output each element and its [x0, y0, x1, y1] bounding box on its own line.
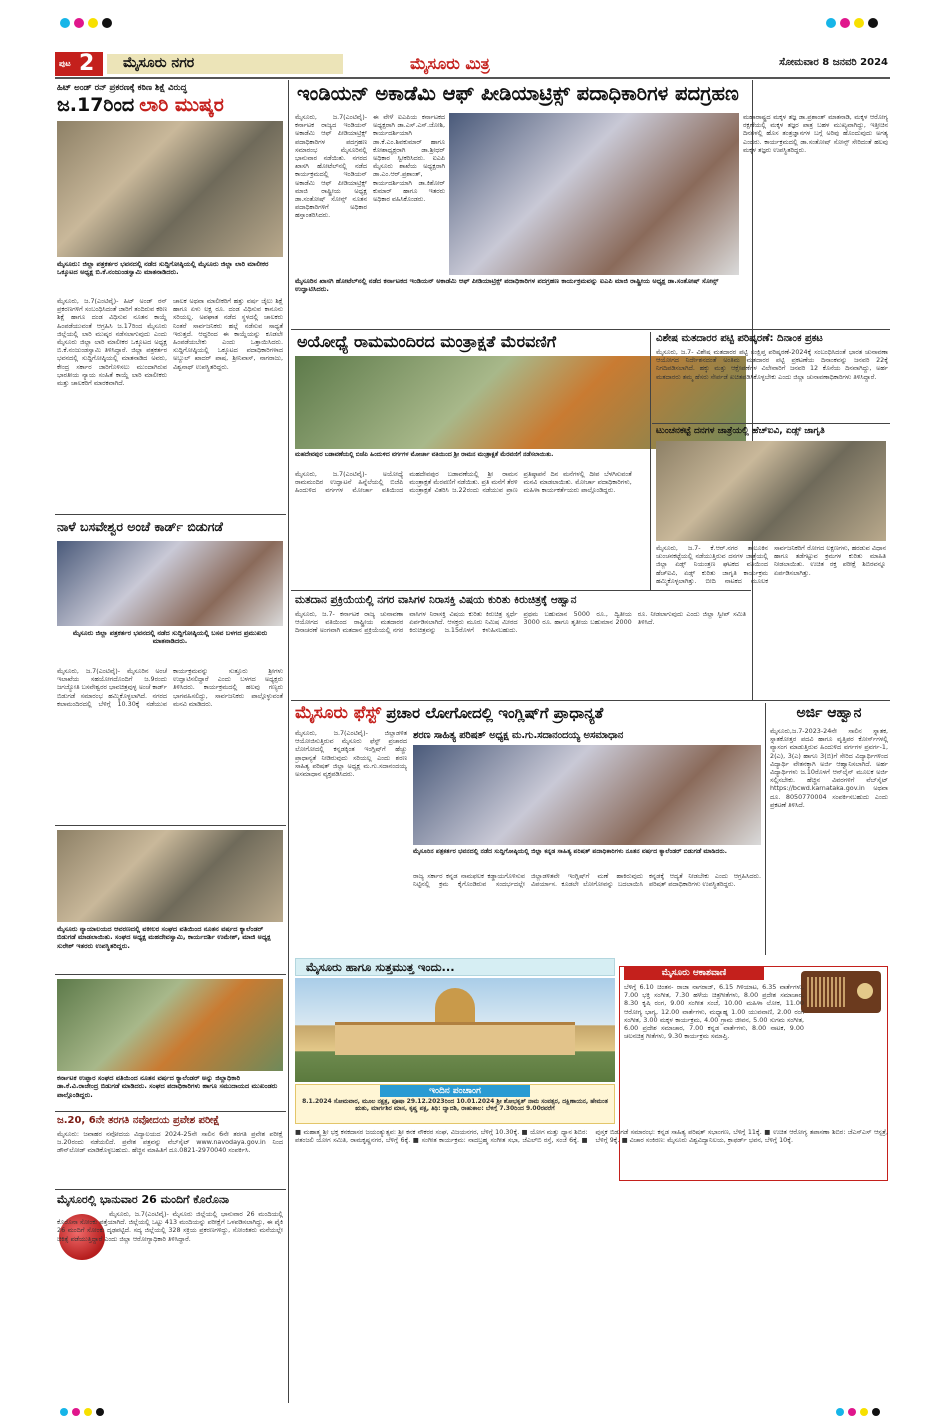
- article-lorry-strike: [55, 81, 285, 513]
- radio-title: ಮೈಸೂರು ಆಕಾಶವಾಣಿ: [624, 967, 764, 980]
- uppara-caption: ಕರ್ನಾಟಕ ಉಪ್ಪಾರ ಸಂಘದ ವತಿಯಿಂದ ನೂತನ ವರ್ಷದ ಕ್ಯಾಲೆಂಡರ್ ಅನ್ನು ಜಿಲ್ಲಾಧಿಕಾರಿ ಡಾ.ಕೆ.ವಿ.ರಾಜೇಂದ್ರ ಬಿಡುಗಡೆ ಮಾಡಿದರು. ಸಂಘದ ಪದಾಧಿಕಾರಿಗಳು ಹಾಗೂ ಸಮುದಾಯದ ಮುಖಂಡರು ಪಾಲ್ಗೊಂಡಿದ್ದರು.: [57, 1074, 278, 1099]
- registration-marks-top: [0, 0, 945, 45]
- panchanga-text: 8.1.2024 ಸೋಮವಾರ, ಮೂಲ ನಕ್ಷತ್ರ, ಪೂಷಾ 29.12.2023ರಿಂದ 10.01.2024 ಶ್ರೀ ಶೋಭಕೃತ್ ನಾಮ ಸಂವತ್ಸರ, ದಕ್ಷಿಣಾಯನ, ಹೇಮಂತ ಋತು, ಮಾರ್ಗಶಿರ ಮಾಸ, ಕೃಷ್ಣ ಪಕ್ಷ, ತಿಥಿ: ದ್ವಾದಶಿ, ರಾಹುಕಾಲ: ಬೆಳಿಗ್ಗೆ 7.30ರಿಂದ 9.00ರವರೆಗೆ: [302, 1098, 608, 1113]
- navodaya-bottom-rule: [55, 1189, 286, 1190]
- reg-dot-yellow: [88, 18, 98, 28]
- pediatrics-body-3: ಮಹಾರಾಷ್ಟ್ರದ ಮಕ್ಕಳ ತಜ್ಞ ಡಾ.ಪ್ರಶಾಂತ್ ಮಾತನಾಡಿ, ಮಕ್ಕಳ ಆರೋಗ್ಯ ರಕ್ಷಣೆಯಲ್ಲಿ ಮಕ್ಕಳ ತಜ್ಞರ ಪಾತ್ರ ಬಹಳ ಮುಖ್ಯವಾಗಿದ್ದು, ಇತ್ತೀಚಿನ ದಿನಗಳಲ್ಲಿ ಹೊಸ ತಂತ್ರಜ್ಞಾನಗಳ ಬಗ್ಗೆ ಅರಿವು ಹೊಂದುವುದು ಅಗತ್ಯ ಎಂದರು. ಕಾರ್ಯಕ್ರಮದಲ್ಲಿ ಡಾ.ಸಂತೋಷ್ ಸೋನ್ಸ್ ಸೇರಿದಂತೆ ಹಲವು ಮಕ್ಕಳ ತಜ್ಞರು ಉಪಸ್ಥಿತರಿದ್ದರು.: [743, 113, 888, 154]
- today-section: [291, 958, 890, 1404]
- reg-dot-magenta-right: [840, 18, 850, 28]
- fest-photo: [413, 745, 761, 845]
- pediatrics-caption: ಮೈಸೂರಿನ ಖಾಸಗಿ ಹೋಟೆಲ್‌ನಲ್ಲಿ ನಡೆದ ಕರ್ನಾಟಕದ ಇಂಡಿಯನ್ ಅಕಾಡೆಮಿ ಆಫ್ ಪೀಡಿಯಾಟ್ರಿಕ್ಸ್ ಪದಾಧಿಕಾರಿಗಳ ಪದಗ್ರಹಣ ಕಾರ್ಯಕ್ರಮವನ್ನು ಐಎಪಿ ಮಾಜಿ ರಾಷ್ಟ್ರೀಯ ಅಧ್ಯಕ್ಷ ಡಾ.ಸಂತೋಷ್ ಸೋನ್ಸ್ ಉದ್ಘಾಟಿಸಿದರು.: [295, 277, 719, 294]
- fest-caption: ಮೈಸೂರಿನ ಪತ್ರಕರ್ತರ ಭವನದಲ್ಲಿ ನಡೆದ ಸುದ್ದಿಗೋಷ್ಠಿಯಲ್ಲಿ ಜಿಲ್ಲಾ ಕನ್ನಡ ಸಾಹಿತ್ಯ ಪರಿಷತ್ ಪದಾಧಿಕಾರಿಗಳು ನೂತನ ವರ್ಷದ ಕ್ಯಾಲೆಂಡರ್ ಬಿಡುಗಡೆ ಮಾಡಿದರು.: [413, 848, 727, 855]
- ayodhya-headline: ಅಯೋಧ್ಯೆ ರಾಮಮಂದಿರದ ಮಂತ್ರಾಕ್ಷತೆ ಮೆರವಣಿಗೆ: [297, 332, 557, 351]
- page-number-box: [55, 52, 103, 76]
- lorry-photo: [57, 121, 283, 257]
- fest-body-1: ಮೈಸೂರು, ಜ.7(ಎಂಟಿವೈ)- ಜಿಲ್ಲಾಡಳಿತ ಆಯೋಜಿಸುತ್ತಿರುವ ಮೈಸೂರು ಫೆಸ್ಟ್ ಪ್ರಚಾರದ ಲೋಗೋದಲ್ಲಿ ಕನ್ನಡಕ್ಕಿಂತ ಇಂಗ್ಲಿಷ್‌ಗೆ ಹೆಚ್ಚು ಪ್ರಾಧಾನ್ಯತೆ ನೀಡಿರುವುದು ಸರಿಯಲ್ಲ ಎಂದು ಶರಣ ಸಾಹಿತ್ಯ ಪರಿಷತ್ ಜಿಲ್ಲಾ ಅಧ್ಯಕ್ಷ ಮ.ಗು.ಸದಾನಂದಯ್ಯ ಅಸಮಾಧಾನ ವ್ಯಕ್ತಪಡಿಸಿದರು.: [295, 729, 407, 779]
- today-banner-text: ಮೈಸೂರು ಹಾಗೂ ಸುತ್ತಮುತ್ತ ಇಂದು...: [306, 960, 455, 974]
- section-title: ಮೈಸೂರು ನಗರ: [123, 55, 195, 71]
- article-pediatrics: [291, 81, 890, 329]
- palace-image: [295, 978, 615, 1082]
- basava-caption: ಮೈಸೂರು ಜಿಲ್ಲಾ ಪತ್ರಕರ್ತರ ಭವನದಲ್ಲಿ ನಡೆದ ಸುದ್ದಿಗೋಷ್ಠಿಯಲ್ಲಿ ಬಸವ ಬಳಗದ ಪ್ರಮುಖರು ಮಾತನಾಡಿದರು.: [72, 629, 268, 646]
- advocates-photo: [57, 830, 283, 922]
- advocates-bottom-rule: [55, 974, 286, 975]
- covid-headline: ಮೈಸೂರಲ್ಲಿ ಭಾನುವಾರ 26 ಮಂದಿಗೆ ಕೊರೊನಾ: [57, 1193, 229, 1206]
- reg-dot-bottom-cyan: [60, 1408, 68, 1416]
- fest-subhead: ಶರಣ ಸಾಹಿತ್ಯ ಪರಿಷತ್ ಅಧ್ಯಕ್ಷ ಮ.ಗು.ಸದಾನಂದಯ್ಯ ಅಸಮಾಧಾನ: [413, 730, 624, 741]
- pediatrics-body-1: ಮೈಸೂರು, ಜ.7(ಎಂಟಿವೈ)- ಕರ್ನಾಟಕ ರಾಜ್ಯದ ಇಂಡಿಯನ್ ಅಕಾಡೆಮಿ ಆಫ್ ಪೀಡಿಯಾಟ್ರಿಕ್ಸ್ ಪದಾಧಿಕಾರಿಗಳ ಪದಗ್ರಹಣ ಸಮಾರಂಭ ಮೈಸೂರಿನಲ್ಲಿ ಭಾನುವಾರ ನಡೆಯಿತು. ನಗರದ ಖಾಸಗಿ ಹೋಟೆಲ್‌ನಲ್ಲಿ ನಡೆದ ಕಾರ್ಯಕ್ರಮದಲ್ಲಿ ಇಂಡಿಯನ್ ಅಕಾಡೆಮಿ ಆಫ್ ಪೀಡಿಯಾಟ್ರಿಕ್ಸ್ ಮಾಜಿ ರಾಷ್ಟ್ರೀಯ ಅಧ್ಯಕ್ಷ ಡಾ.ಸಂತೋಷ್ ಸೋನ್ಸ್ ನೂತನ ಪದಾಧಿಕಾರಿಗಳಿಗೆ ಅಧಿಕಾರ ಹಸ್ತಾಂತರಿಸಿದರು.: [295, 113, 367, 220]
- navodaya-headline: ಜ.20, 6ನೇ ತರಗತಿ ನವೋದಯ ಪ್ರವೇಶ ಪರೀಕ್ಷೆ: [57, 1115, 220, 1126]
- today-events: ■ ಮಹಾತ್ಮ ಶ್ರೀ ಭಕ್ತ ಕನಕದಾಸರ ಜಯಂತ್ಯುತ್ಸವ: ಶ್ರೀ ಕನಕ ನೌಕರರ ಸಂಘ, ವಿಜಯನಗರ, ಬೆಳಿಗ್ಗೆ 10.30ಕ್ಕೆ. ■ ಯೋಗ ಮತ್ತು ಧ್ಯಾನ ಶಿಬಿರ: ಪತಂಜಲಿ ಯೋಗ ಸಮಿತಿ, ರಾಮಕೃಷ್ಣನಗರ, ಬೆಳಿಗ್ಗೆ 6ಕ್ಕೆ. ■ ಸಂಗೀತ ಕಾರ್ಯಕ್ರಮ: ನಾದಬ್ರಹ್ಮ ಸಂಗೀತ ಸಭಾ, ಜೆಎಲ್‌ಬಿ ರಸ್ತೆ, ಸಂಜೆ 6ಕ್ಕೆ. ■ ಪುಸ್ತಕ ಬಿಡುಗಡೆ ಸಮಾರಂಭ: ಕನ್ನಡ ಸಾಹಿತ್ಯ ಪರಿಷತ್ ಸಭಾಂಗಣ, ಬೆಳಿಗ್ಗೆ 11ಕ್ಕೆ. ■ ಉಚಿತ ಆರೋಗ್ಯ ತಪಾಸಣಾ ಶಿಬಿರ: ಜೆಎಸ್‌ಎಸ್ ಆಸ್ಪತ್ರೆ, ಬೆಳಿಗ್ಗೆ 9ಕ್ಕೆ. ■ ವಿಚಾರ ಸಂಕಿರಣ: ಮೈಸೂರು ವಿಶ್ವವಿದ್ಯಾನಿಲಯ, ಕ್ರಾಫರ್ಡ್ ಭವನ, ಬೆಳಿಗ್ಗೆ 10ಕ್ಕೆ.: [295, 1128, 888, 1145]
- pediatrics-bottom-rule: [291, 329, 890, 330]
- uppara-photo: [57, 979, 283, 1071]
- ayodhya-body: ಮೈಸೂರು, ಜ.7(ಎಂಟಿವೈ)- ಅಯೋಧ್ಯೆ ರಾಮಮಂದಿರ ಉದ್ಘಾಟನೆ ಹಿನ್ನೆಲೆಯಲ್ಲಿ ಬಿಜೆಪಿ ಹಿಂದುಳಿದ ವರ್ಗಗಳ ಮೋರ್ಚಾ ವತಿಯಿಂದ ಮಹದೇವಪುರ ಬಡಾವಣೆಯಲ್ಲಿ ಶ್ರೀ ರಾಮನ ಮಂತ್ರಾಕ್ಷತೆ ಮೆರವಣಿಗೆ ನಡೆಯಿತು. ಪ್ರತಿ ಮನೆಗೆ ತೆರಳಿ ಮಂತ್ರಾಕ್ಷತೆ ವಿತರಿಸಿ ಜ.22ರಂದು ನಡೆಯುವ ಪ್ರಾಣ ಪ್ರತಿಷ್ಠಾಪನೆ ದಿನ ಮನೆಗಳಲ್ಲಿ ದೀಪ ಬೆಳಗಿಸುವಂತೆ ಮನವಿ ಮಾಡಲಾಯಿತು. ಮೋರ್ಚಾ ಪದಾಧಿಕಾರಿಗಳು, ಮಹಿಳಾ ಕಾರ್ಯಕರ್ತೆಯರು ಪಾಲ್ಗೊಂಡಿದ್ದರು.: [295, 470, 632, 495]
- lorry-kicker: ಹಿಟ್ ಅಂಡ್ ರನ್ ಪ್ರಕರಣಕ್ಕೆ ಕಠಿಣ ಶಿಕ್ಷೆ ವಿರುದ್ಧ: [57, 83, 187, 93]
- basava-body: ಮೈಸೂರು, ಜ.7(ಎಂಟಿವೈ)- ಮೈಸೂರಿನ ಅಂಚೆ ಇಲಾಖೆಯ ಸಹಯೋಗದೊಂದಿಗೆ ಜ.9ರಂದು ಜಗಜ್ಯೋತಿ ಬಸವೇಶ್ವರರ ಭಾವಚಿತ್ರವುಳ್ಳ ಅಂಚೆ ಕಾರ್ಡ್ ಬಿಡುಗಡೆ ಸಮಾರಂಭ ಹಮ್ಮಿಕೊಳ್ಳಲಾಗಿದೆ. ನಗರದ ಕಲಾಮಂದಿರದಲ್ಲಿ ಬೆಳಿಗ್ಗೆ 10.30ಕ್ಕೆ ನಡೆಯುವ ಕಾರ್ಯಕ್ರಮವನ್ನು ಸುತ್ತೂರು ಶ್ರೀಗಳು ಉದ್ಘಾಟಿಸಲಿದ್ದಾರೆ ಎಂದು ಬಳಗದ ಅಧ್ಯಕ್ಷರು ತಿಳಿಸಿದರು. ಕಾರ್ಯಕ್ರಮದಲ್ಲಿ ಹಲವು ಗಣ್ಯರು ಭಾಗವಹಿಸಲಿದ್ದು, ಸಾರ್ವಜನಿಕರು ಪಾಲ್ಗೊಳ್ಳುವಂತೆ ಮನವಿ ಮಾಡಿದರು.: [57, 667, 283, 708]
- fest-right-rule: [765, 703, 766, 955]
- hiv-photo: [656, 441, 886, 541]
- fest-headline-name: ಮೈಸೂರು ಫೆಸ್ಟ್: [295, 703, 382, 723]
- reg-dot-cyan: [60, 18, 70, 28]
- masthead: [55, 52, 890, 76]
- radio-icon: [801, 971, 881, 1013]
- ayodhya-caption: ಮಹದೇವಪುರ ಬಡಾವಣೆಯಲ್ಲಿ ಬಿಜೆಪಿ ಹಿಂದುಳಿದ ವರ್ಗಗಳ ಮೋರ್ಚಾ ವತಿಯಿಂದ ಶ್ರೀ ರಾಮನ ಮಂತ್ರಾಕ್ಷತೆ ಮೆರವಣಿಗೆ ನಡೆಸಲಾಯಿತು.: [295, 451, 554, 458]
- article-covid: [55, 1192, 285, 1404]
- today-banner: [295, 958, 615, 976]
- registration-marks-bottom: [0, 1406, 945, 1424]
- basava-bottom-rule: [55, 825, 286, 826]
- lorry-body-2: ಚಾಲಕ ಅಥವಾ ಮಾಲೀಕರಿಗೆ ಹತ್ತು ವರ್ಷ ಜೈಲು ಶಿಕ್ಷೆ ಹಾಗೂ ಏಳು ಲಕ್ಷ ರೂ. ದಂಡ ವಿಧಿಸುವ ಕಾನೂನು ಸರಿಯಲ್ಲ. ಅಪಘಾತ ನಡೆದ ಸ್ಥಳದಲ್ಲಿ ಚಾಲಕರು ನಿಂತರೆ ಸಾರ್ವಜನಿಕರು ಹಲ್ಲೆ ನಡೆಸುವ ಸಾಧ್ಯತೆ ಇರುತ್ತದೆ. ಆದ್ದರಿಂದ ಈ ಕಾಯ್ದೆಯನ್ನು ಕೂಡಲೇ ಹಿಂಪಡೆಯಬೇಕು ಎಂದು ಒತ್ತಾಯಿಸಿದರು. ಸುದ್ದಿಗೋಷ್ಠಿಯಲ್ಲಿ ಒಕ್ಕೂಟದ ಪದಾಧಿಕಾರಿಗಳಾದ ಅಬ್ದುಲ್ ಖಾದರ್ ಪಾಷ, ಶ್ರೀನಿವಾಸ್, ನಾಗರಾಜು, ವಿಶ್ವನಾಥ್ ಉಪಸ್ಥಿತರಿದ್ದರು.: [173, 297, 283, 371]
- fest-headline: [295, 703, 603, 723]
- lorry-body-1: ಮೈಸೂರು, ಜ.7(ಎಂಟಿವೈ)- ಹಿಟ್ ಅಂಡ್ ರನ್ ಪ್ರಕರಣಗಳಿಗೆ ಸಂಬಂಧಿಸಿದಂತೆ ಜಾರಿಗೆ ತಂದಿರುವ ಕಠಿಣ ಶಿಕ್ಷೆ ಹಾಗೂ ದಂಡ ವಿಧಿಸುವ ನೂತನ ಕಾಯ್ದೆ ಹಿಂಪಡೆಯುವಂತೆ ಆಗ್ರಹಿಸಿ ಜ.17ರಿಂದ ಮೈಸೂರು ಜಿಲ್ಲೆಯಲ್ಲಿ ಲಾರಿ ಮುಷ್ಕರ ನಡೆಸಲಾಗುವುದು ಎಂದು ಮೈಸೂರು ಜಿಲ್ಲಾ ಲಾರಿ ಮಾಲೀಕರ ಒಕ್ಕೂಟದ ಅಧ್ಯಕ್ಷ ಬಿ.ಕೆ.ನಂಜುಂಡಸ್ವಾಮಿ ತಿಳಿಸಿದ್ದಾರೆ. ಜಿಲ್ಲಾ ಪತ್ರಕರ್ತರ ಭವನದಲ್ಲಿ ಸುದ್ದಿಗೋಷ್ಠಿಯಲ್ಲಿ ಮಾತನಾಡಿದ ಅವರು, ಕೇಂದ್ರ ಸರ್ಕಾರ ಜಾರಿಗೊಳಿಸಲು ಮುಂದಾಗಿರುವ ಭಾರತೀಯ ನ್ಯಾಯ ಸಂಹಿತೆ ಕಾಯ್ದೆ ಲಾರಿ ಮಾಲೀಕರು ಮತ್ತು ಚಾಲಕರಿಗೆ ಮಾರಕವಾಗಿದೆ.: [57, 297, 167, 388]
- page-label: ಪುಟ: [59, 59, 71, 68]
- pediatrics-headline: ಇಂಡಿಯನ್ ಅಕಾಡೆಮಿ ಆಫ್ ಪೀಡಿಯಾಟ್ರಿಕ್ಸ್ ಪದಾಧಿಕಾರಿಗಳ ಪದಗ್ರಹಣ: [297, 82, 739, 105]
- article-scholarship-apply: [768, 703, 890, 955]
- masthead-rule: [55, 77, 890, 79]
- article-uppara-calendar: [55, 977, 285, 1109]
- shortfilm-headline: ಮತದಾನ ಪ್ರಕ್ರಿಯೆಯಲ್ಲಿ ನಗರ ವಾಸಿಗಳ ನಿರಾಸಕ್ತಿ ವಿಷಯ ಕುರಿತು ಕಿರುಚಿತ್ರಕ್ಕೆ ಆಹ್ವಾನ: [295, 594, 577, 606]
- reg-dot-magenta: [74, 18, 84, 28]
- hiv-headline: ಟುಂಚನಕಟ್ಟೆ ದನಗಳ ಜಾತ್ರೆಯಲ್ಲಿ ಹೆಚ್‌ಐವಿ, ಏಡ್ಸ್ ಜಾಗೃತಿ: [656, 426, 825, 436]
- fest-headline-rest: ಪ್ರಚಾರ ಲೋಗೋದಲ್ಲಿ ಇಂಗ್ಲಿಷ್‌ಗೆ ಪ್ರಾಧಾನ್ಯತೆ: [386, 704, 604, 722]
- voter-left-rule: [650, 332, 651, 590]
- column-divider-left: [288, 80, 289, 1403]
- reg-dot-bottom-magenta-right: [848, 1408, 856, 1416]
- advocates-caption: ಮೈಸೂರು ನ್ಯಾಯಾಲಯದ ಆವರಣದಲ್ಲಿ ವಕೀಲರ ಸಂಘದ ವತಿಯಿಂದ ನೂತನ ವರ್ಷದ ಕ್ಯಾಲೆಂಡರ್ ಬಿಡುಗಡೆ ಮಾಡಲಾಯಿತು. ಸಂಘದ ಅಧ್ಯಕ್ಷ ಮಹದೇವಸ್ವಾಮಿ, ಕಾರ್ಯದರ್ಶಿ ಉಮೇಶ್, ಮಾಜಿ ಅಧ್ಯಕ್ಷ ಸುರೇಶ್ ಇತರರು ಉಪಸ್ಥಿತರಿದ್ದರು.: [57, 925, 271, 950]
- shortfilm-body: ಮೈಸೂರು, ಜ.7- ಕರ್ನಾಟಕ ರಾಜ್ಯ ಚುನಾವಣಾ ಆಯೋಗದ ವತಿಯಿಂದ ರಾಷ್ಟ್ರೀಯ ಮತದಾರರ ದಿನಾಚರಣೆ ಅಂಗವಾಗಿ ಮತದಾನ ಪ್ರಕ್ರಿಯೆಯಲ್ಲಿ ನಗರ ವಾಸಿಗಳ ನಿರಾಸಕ್ತಿ ವಿಷಯ ಕುರಿತು ಕಿರುಚಿತ್ರ ಸ್ಪರ್ಧೆ ಏರ್ಪಡಿಸಲಾಗಿದೆ. ಆಸಕ್ತರು ಮೂರು ನಿಮಿಷ ಮೀರದ ಕಿರುಚಿತ್ರವನ್ನು ಜ.15ರೊಳಗೆ ಕಳುಹಿಸಬಹುದು. ಪ್ರಥಮ ಬಹುಮಾನ 5000 ರೂ., ದ್ವಿತೀಯ 3000 ರೂ. ಹಾಗೂ ತೃತೀಯ ಬಹುಮಾನ 2000 ರೂ. ನೀಡಲಾಗುವುದು ಎಂದು ಜಿಲ್ಲಾ ಸ್ವೀಪ್ ಸಮಿತಿ ತಿಳಿಸಿದೆ.: [295, 610, 746, 635]
- reg-dot-bottom-yellow-right: [860, 1408, 868, 1416]
- article-basava-postcard: [55, 517, 285, 823]
- section-bar: [107, 54, 343, 74]
- reg-dot-black-right: [868, 18, 878, 28]
- covid-body: ಮೈಸೂರು, ಜ.7(ಎಂಟಿವೈ)- ಮೈಸೂರು ಜಿಲ್ಲೆಯಲ್ಲಿ ಭಾನುವಾರ 26 ಮಂದಿಯಲ್ಲಿ ಕೊರೊನಾ ಸೋಂಕು ಪತ್ತೆಯಾಗಿದೆ. ಜಿಲ್ಲೆಯಲ್ಲಿ ಒಟ್ಟು 413 ಮಂದಿಯನ್ನು ಪರೀಕ್ಷೆಗೆ ಒಳಪಡಿಸಲಾಗಿದ್ದು, ಈ ಪೈಕಿ 26 ಮಂದಿಗೆ ಸೋಂಕು ದೃಢಪಟ್ಟಿದೆ. ಸದ್ಯ ಜಿಲ್ಲೆಯಲ್ಲಿ 328 ಸಕ್ರಿಯ ಪ್ರಕರಣಗಳಿದ್ದು, ಸೋಂಕಿತರು ಮನೆಯಲ್ಲೇ ಚಿಕಿತ್ಸೆ ಪಡೆಯುತ್ತಿದ್ದಾರೆ ಎಂದು ಜಿಲ್ಲಾ ಆರೋಗ್ಯಾಧಿಕಾರಿ ತಿಳಿಸಿದ್ದಾರೆ.: [57, 1210, 283, 1243]
- basava-photo: [57, 541, 283, 626]
- reg-dot-bottom-black-right: [872, 1408, 880, 1416]
- voter-body: ಮೈಸೂರು, ಜ.7- ವಿಶೇಷ ಮತದಾರರ ಪಟ್ಟಿ ಸಂಕ್ಷಿಪ್ತ ಪರಿಷ್ಕರಣೆ-2024ಕ್ಕೆ ಸಂಬಂಧಿಸಿದಂತೆ ಭಾರತ ಚುನಾವಣಾ ಆಯೋಗದ ನಿರ್ದೇಶನದಂತೆ ಅಂತಿಮ ಮತದಾರರ ಪಟ್ಟಿ ಪ್ರಕಟಣೆಯ ದಿನಾಂಕವನ್ನು ಜನವರಿ 22ಕ್ಕೆ ನಿಗದಿಪಡಿಸಲಾಗಿದೆ. ಹಕ್ಕು ಮತ್ತು ಆಕ್ಷೇಪಣೆಗಳ ವಿಲೇವಾರಿಗೆ ಜನವರಿ 12 ಕೊನೆಯ ದಿನವಾಗಿದ್ದು, ಅರ್ಹ ಮತದಾರರು ತಮ್ಮ ಹೆಸರು ಸೇರ್ಪಡೆ ಖಚಿತಪಡಿಸಿಕೊಳ್ಳಬೇಕು ಎಂದು ಜಿಲ್ಲಾ ಚುನಾವಣಾಧಿಕಾರಿಗಳು ತಿಳಿಸಿದ್ದಾರೆ.: [656, 348, 888, 381]
- shortfilm-bottom-rule: [291, 700, 890, 701]
- apply-body: ಮೈಸೂರು,ಜ.7-2023-24ನೇ ಸಾಲಿನ ಸ್ನಾತಕ, ಸ್ನಾತಕೋತ್ತರ ಪದವಿ ಹಾಗೂ ವೃತ್ತಿಪರ ಕೋರ್ಸ್‌ಗಳಲ್ಲಿ ವ್ಯಾಸಂಗ ಮಾಡುತ್ತಿರುವ ಹಿಂದುಳಿದ ವರ್ಗಗಳ ಪ್ರವರ್ಗ-1, 2(ಎ), 3(ಎ) ಹಾಗೂ 3(ಬಿ)ಗೆ ಸೇರಿದ ವಿದ್ಯಾರ್ಥಿಗಳಿಂದ ವಿದ್ಯಾರ್ಥಿ ವೇತನಕ್ಕಾಗಿ ಅರ್ಜಿ ಆಹ್ವಾನಿಸಲಾಗಿದೆ. ಅರ್ಹ ವಿದ್ಯಾರ್ಥಿಗಳು ಜ.10ರೊಳಗೆ ಆನ್‌ಲೈನ್ ಮೂಲಕ ಅರ್ಜಿ ಸಲ್ಲಿಸಬೇಕು. ಹೆಚ್ಚಿನ ವಿವರಗಳಿಗೆ ವೆಬ್‌ಸೈಟ್ https://bcwd.karnataka.gov.in ಅಥವಾ ದೂ. 8050770004 ಸಂಪರ್ಕಿಸಬಹುದು ಎಂದು ಪ್ರಕಟಣೆ ತಿಳಿಸಿದೆ.: [770, 727, 888, 809]
- voter-bottom-rule: [652, 423, 890, 424]
- reg-dot-bottom-magenta: [72, 1408, 80, 1416]
- article-voter-revision: [652, 332, 890, 422]
- lorry-headline: [57, 94, 224, 116]
- reg-dot-bottom-cyan-right: [836, 1408, 844, 1416]
- lorry-headline-strike: ಲಾರಿ ಮುಷ್ಕರ: [139, 94, 224, 116]
- article-navodaya: [55, 1114, 285, 1188]
- radio-dial: [857, 983, 873, 999]
- article-hiv-awareness: [652, 425, 890, 699]
- reg-dot-yellow-right: [854, 18, 864, 28]
- voter-headline: ವಿಶೇಷ ಮತದಾರರ ಪಟ್ಟಿ ಪರಿಷ್ಕರಣೆ: ದಿನಾಂಕ ಪ್ರಕಟ: [656, 333, 823, 344]
- lorry-bottom-rule: [55, 514, 286, 515]
- article-mysuru-fest: [291, 703, 763, 955]
- issue-date: ಸೋಮವಾರ 8 ಜನವರಿ 2024: [779, 57, 888, 68]
- apply-headline: ಅರ್ಜಿ ಆಹ್ವಾನ: [796, 705, 862, 721]
- page-number: 2: [79, 52, 95, 76]
- panchanga-title: ಇಂದಿನ ಪಂಚಾಂಗ: [380, 1085, 530, 1097]
- pediatrics-body-2: ಈ ವೇಳೆ ಐಎಪಿಯ ಕರ್ನಾಟಕದ ಅಧ್ಯಕ್ಷರಾಗಿ ಡಾ.ಎಸ್.ಎಸ್.ಜೋಶಿ, ಕಾರ್ಯದರ್ಶಿಯಾಗಿ ಡಾ.ಕೆ.ಎಂ.ಶಿವಕುಮಾರ್ ಹಾಗೂ ಕೋಶಾಧ್ಯಕ್ಷರಾಗಿ ಡಾ.ಶ್ರೀಧರ್ ಅಧಿಕಾರ ಸ್ವೀಕರಿಸಿದರು. ಐಎಪಿ ಮೈಸೂರು ಶಾಖೆಯ ಅಧ್ಯಕ್ಷರಾಗಿ ಡಾ.ಎಂ.ಆರ್.ಪ್ರಶಾಂತ್, ಕಾರ್ಯದರ್ಶಿಯಾಗಿ ಡಾ.ಕಿಶೋರ್ ಕುಮಾರ್ ಹಾಗೂ ಇತರರು ಅಧಿಕಾರ ವಹಿಸಿಕೊಂಡರು.: [373, 113, 445, 204]
- lorry-caption: ಮೈಸೂರು: ಜಿಲ್ಲಾ ಪತ್ರಕರ್ತರ ಭವನದಲ್ಲಿ ನಡೆದ ಸುದ್ದಿಗೋಷ್ಠಿಯಲ್ಲಿ ಮೈಸೂರು ಜಿಲ್ಲಾ ಲಾರಿ ಮಾಲೀಕರ ಒಕ್ಕೂಟದ ಅಧ್ಯಕ್ಷ ಬಿ.ಕೆ.ನಂಜುಂಡಸ್ವಾಮಿ ಮಾತನಾಡಿದರು.: [57, 260, 269, 277]
- lorry-headline-date: ಜ.17ರಿಂದ: [57, 94, 135, 116]
- fest-body-2: ರಾಜ್ಯ ಸರ್ಕಾರ ಕನ್ನಡ ನಾಮಫಲಕ ಕಡ್ಡಾಯಗೊಳಿಸುವ ನಿಟ್ಟಿನಲ್ಲಿ ಕ್ರಮ ಕೈಗೊಂಡಿರುವ ಸಂದರ್ಭದಲ್ಲೇ ಜಿಲ್ಲಾಡಳಿತವೇ ಇಂಗ್ಲಿಷ್‌ಗೆ ಮಣೆ ಹಾಕಿರುವುದು ವಿಪರ್ಯಾಸ. ಕೂಡಲೇ ಲೋಗೋವನ್ನು ಬದಲಾಯಿಸಿ ಕನ್ನಡಕ್ಕೆ ಆದ್ಯತೆ ನೀಡಬೇಕು ಎಂದು ಆಗ್ರಹಿಸಿದರು. ಪರಿಷತ್ ಪದಾಧಿಕಾರಿಗಳು ಉಪಸ್ಥಿತರಿದ್ದರು.: [413, 872, 761, 889]
- radio-text: ಬೆಳಿಗ್ಗೆ 6.10 ಚಿಂತನ- ರಾಜಾ ನಾಗರಾಜ್, 6.15 ಗಿಳಿಯಾಟ, 6.35 ವಾರ್ತೆಗಳು, 7.00 ಭಕ್ತಿ ಸಂಗೀತ, 7.30 ಹಳೆಯ ಚಿತ್ರಗೀತೆಗಳು, 8.00 ಪ್ರದೇಶ ಸಮಾಚಾರ, 8.30 ಕೃಷಿ ರಂಗ, 9.00 ಸಂಗೀತ ಸಂಜೆ, 10.00 ಮಹಿಳಾ ಲೋಕ, 11.00 ಆರೋಗ್ಯ ಭಾಗ್ಯ, 12.00 ವಾರ್ತೆಗಳು, ಮಧ್ಯಾಹ್ನ 1.00 ಯುವವಾಣಿ, 2.00 ರಂಗ ಸಂಗೀತ, 3.00 ಮಕ್ಕಳ ಕಾರ್ಯಕ್ರಮ, 4.00 ಗ್ರಾಮ ಜೀವನ, 5.00 ಸುಗಮ ಸಂಗೀತ, 6.00 ಪ್ರದೇಶ ಸಮಾಚಾರ, 7.00 ಕನ್ನಡ ವಾರ್ತೆಗಳು, 8.00 ನಾಟಕ, 9.00 ಚಲನಚಿತ್ರ ಗೀತೆಗಳು, 9.30 ಕಾರ್ಯಕ್ರಮ ಸಮಾಪ್ತಿ.: [624, 983, 804, 1041]
- panchanga-box: [295, 1084, 615, 1124]
- navodaya-body: ಮೈಸೂರು: ಜವಾಹರ ನವೋದಯ ವಿದ್ಯಾಲಯದ 2024-25ನೇ ಸಾಲಿನ 6ನೇ ತರಗತಿ ಪ್ರವೇಶ ಪರೀಕ್ಷೆ ಜ.20ರಂದು ನಡೆಯಲಿದೆ. ಪ್ರವೇಶ ಪತ್ರವನ್ನು ವೆಬ್‌ಸೈಟ್ www.navodaya.gov.in ನಿಂದ ಡೌನ್‌ಲೋಡ್ ಮಾಡಿಕೊಳ್ಳಬಹುದು. ಹೆಚ್ಚಿನ ಮಾಹಿತಿಗೆ ದೂ.0821-2970040 ಸಂಪರ್ಕಿಸಿ.: [57, 1130, 283, 1155]
- reg-dot-cyan-right: [826, 18, 836, 28]
- basava-headline: ನಾಳೆ ಬಸವೇಶ್ವರ ಅಂಚೆ ಕಾರ್ಡ್ ಬಿಡುಗಡೆ: [57, 519, 223, 534]
- radio-speaker: [807, 977, 847, 1007]
- hiv-body: ಮೈಸೂರು, ಜ.7- ಕೆ.ಆರ್.ನಗರ ತಾಲೂಕಿನ ಚುಂಚನಕಟ್ಟೆಯಲ್ಲಿ ನಡೆಯುತ್ತಿರುವ ದನಗಳ ಜಾತ್ರೆಯಲ್ಲಿ ಜಿಲ್ಲಾ ಏಡ್ಸ್ ನಿಯಂತ್ರಣ ಘಟಕದ ವತಿಯಿಂದ ಹೆಚ್‌ಐವಿ, ಏಡ್ಸ್ ಕುರಿತು ಜಾಗೃತಿ ಕಾರ್ಯಕ್ರಮ ಹಮ್ಮಿಕೊಳ್ಳಲಾಗಿತ್ತು. ಬೀದಿ ನಾಟಕದ ಮೂಲಕ ಸಾರ್ವಜನಿಕರಿಗೆ ರೋಗದ ಲಕ್ಷಣಗಳು, ಹರಡುವ ವಿಧಾನ ಹಾಗೂ ತಡೆಗಟ್ಟುವ ಕ್ರಮಗಳ ಕುರಿತು ಮಾಹಿತಿ ನೀಡಲಾಯಿತು. ಉಚಿತ ರಕ್ತ ಪರೀಕ್ಷೆ ಶಿಬಿರವನ್ನೂ ಏರ್ಪಡಿಸಲಾಗಿತ್ತು.: [656, 544, 886, 585]
- reg-dot-black: [102, 18, 112, 28]
- reg-dot-bottom-black: [96, 1408, 104, 1416]
- reg-dot-bottom-yellow: [84, 1408, 92, 1416]
- paper-name: ಮೈಸೂರು ಮಿತ್ರ: [410, 54, 490, 73]
- uppara-bottom-rule: [55, 1111, 286, 1112]
- pediatrics-photo: [449, 113, 739, 275]
- article-advocates-calendar: [55, 828, 285, 972]
- palace-body: [335, 1022, 575, 1055]
